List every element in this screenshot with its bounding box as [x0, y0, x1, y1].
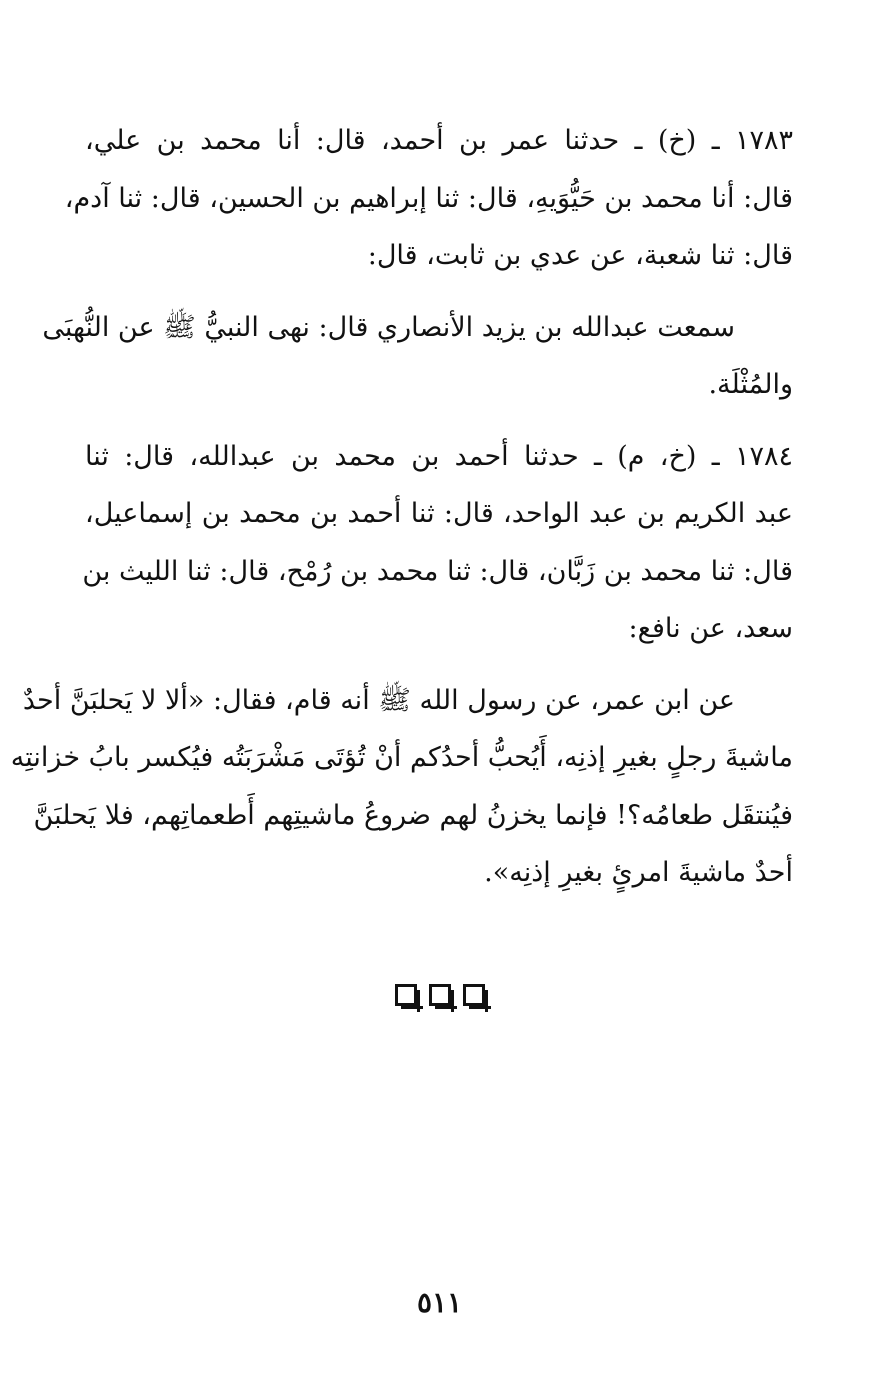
hadith-1783-matn	[42, 299, 793, 414]
hadith-1784-matn	[10, 672, 793, 902]
text-line: أحدٌ ماشيةَ امرئٍ بغيرِ إذنِه».	[484, 857, 793, 888]
text-line: قال: أنا محمد بن حَيُّوَيهِ، قال: ثنا إبراهيم بن الحسين، قال: ثنا آدم،	[64, 182, 793, 214]
text-line: ماشيةَ رجلٍ بغيرِ إذنِه، أَيُحبُّ أحدُكم أنْ تُؤتَى مَشْرَبَتُه فيُكسر بابُ خزانتِه	[10, 742, 793, 773]
text-line: ١٧٨٣ ـ (خ) ـ حدثنا عمر بن أحمد، قال: أنا محمد بن علي،	[85, 125, 793, 156]
text-line: سمعت عبدالله بن يزيد الأنصاري قال: نهى النبيُّ ﷺ عن النُّهبَى	[42, 311, 735, 343]
section-separator	[0, 984, 879, 1006]
text-line: قال: ثنا شعبة، عن عدي بن ثابت، قال:	[367, 240, 793, 271]
text-line: فيُنتقَل طعامُه؟! فإنما يخزنُ لهم ضروعُ ماشيتِهم أَطعماتِهم، فلا يَحلبَنَّ	[33, 799, 793, 831]
hadith-1783-isnad	[64, 112, 793, 285]
square-ornament-icon	[395, 984, 417, 1006]
square-ornament-icon	[429, 984, 451, 1006]
text-line: عبد الكريم بن عبد الواحد، قال: ثنا أحمد بن محمد بن إسماعيل،	[85, 498, 793, 529]
square-ornament-icon	[463, 984, 485, 1006]
page-text	[10, 112, 793, 902]
text-line: والمُثْلَة.	[708, 369, 793, 400]
text-line: سعد، عن نافع:	[628, 613, 793, 644]
text-line: ١٧٨٤ ـ (خ، م) ـ حدثنا أحمد بن محمد بن عبدالله، قال: ثنا	[85, 440, 793, 472]
page-number: ٥١١	[416, 1286, 463, 1319]
text-line: قال: ثنا محمد بن زَبَّان، قال: ثنا محمد بن رُمْح، قال: ثنا الليث بن	[82, 555, 793, 587]
hadith-1784-isnad	[82, 428, 793, 658]
text-line: عن ابن عمر، عن رسول الله ﷺ أنه قام، فقال: «ألا لا يَحلبَنَّ أحدٌ	[22, 684, 735, 716]
